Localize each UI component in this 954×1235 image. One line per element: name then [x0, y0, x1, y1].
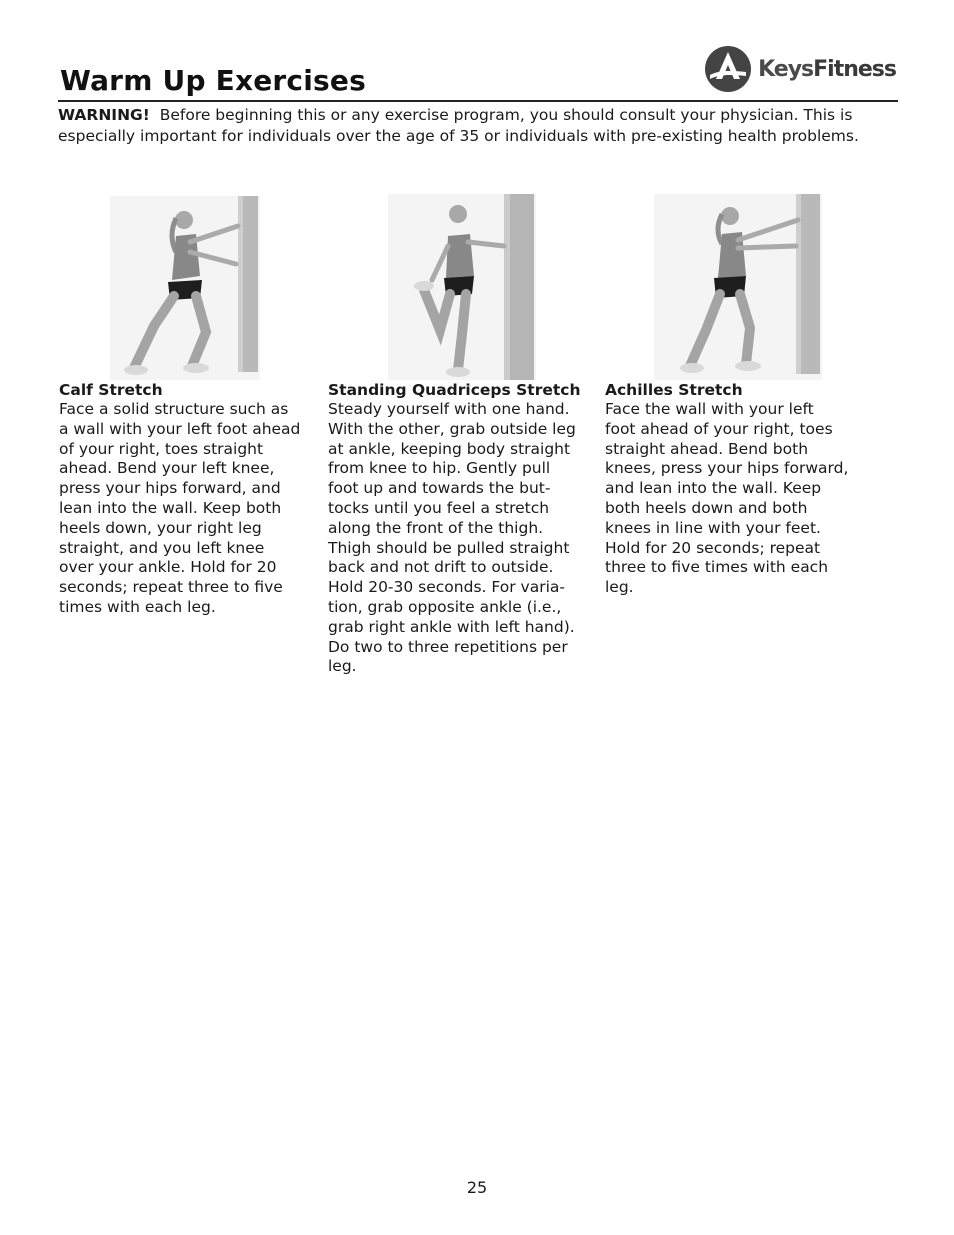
warning-text: Before beginning this or any exercise program, you should consult your physician. This is especially important for individuals over the age of 35 or individuals with pre-existing health problems. — [58, 106, 859, 145]
exercise-description: Face a solid structure such as a wall with your left foot ahead of your right, toes straight ahead. Bend your left knee, press your hips forward, and lean into the wall. Keep both heels down, your right leg straight, and you left knee over your ankle. Hold for 20 seconds; repeat three to five times with each leg. — [59, 400, 301, 616]
quadriceps-stretch-photo — [388, 194, 536, 380]
brand-logo — [704, 42, 896, 96]
achilles-stretch-photo — [654, 194, 822, 380]
exercise-achilles-stretch — [605, 380, 895, 598]
keys-fitness-logo-icon — [704, 45, 752, 93]
page-number: 25 — [466, 1178, 488, 1197]
page-title: Warm Up Exercises — [60, 64, 366, 97]
warning-paragraph — [58, 105, 888, 147]
exercise-title: Calf Stretch — [59, 381, 163, 399]
exercise-description: Steady yourself with one hand. With the other, grab outside leg at ankle, keeping body straight from knee to hip. Gently pull foot up and towards the but- tocks until you feel a stretch along the front of the thigh. Thigh should be pulled straight back and not drift to outside. Hold 20-30 seconds. For varia- tion, grab opposite ankle (i.e., grab right ankle with left hand). Do two to three repetitions per leg. — [328, 400, 576, 676]
exercise-title: Achilles Stretch — [605, 381, 743, 399]
logo-wordmark: KeysFitness — [758, 56, 896, 82]
warning-label: WARNING! — [58, 106, 150, 124]
exercise-description: Face the wall with your left foot ahead of your right, toes straight ahead. Bend both knees, press your hips forward, and lean into the wall. Keep both heels down and both knees in line with your feet. Hold for 20 seconds; repeat three to five times with each leg. — [605, 400, 849, 597]
exercise-quadriceps-stretch — [328, 380, 600, 677]
exercise-calf-stretch — [59, 380, 321, 618]
page-header — [58, 42, 898, 102]
exercise-title: Standing Quadriceps Stretch — [328, 381, 581, 399]
calf-stretch-photo — [110, 196, 260, 380]
